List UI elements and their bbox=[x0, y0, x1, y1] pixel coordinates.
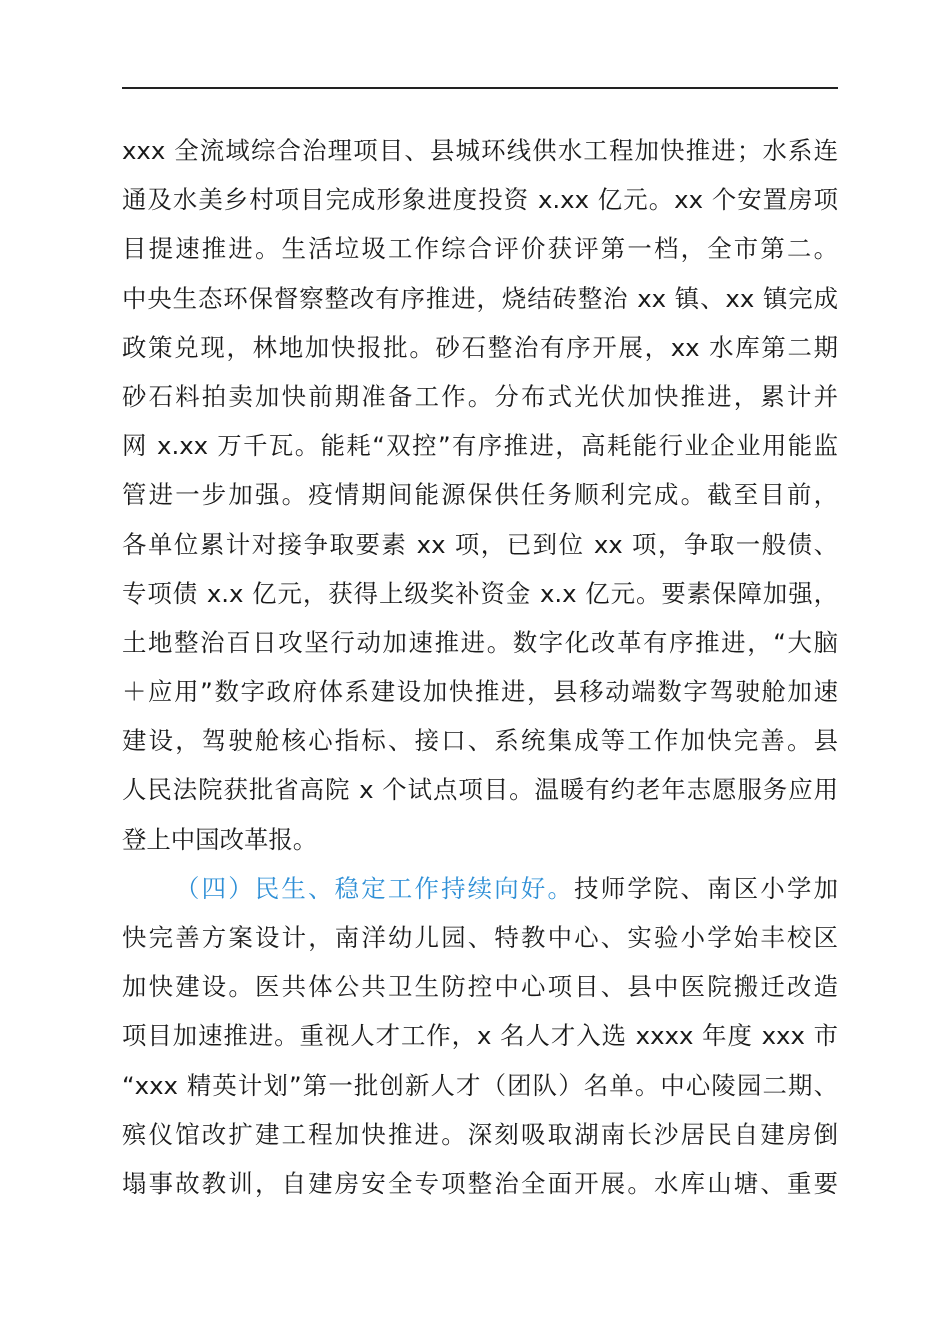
text-line: 各单位累计对接争取要素 xx 项，已到位 xx 项，争取一般债、 bbox=[122, 529, 838, 559]
text-line: 政策兑现，林地加快报批。砂石整治有序开展，xx 水库第二期 bbox=[122, 332, 838, 362]
text-line: 土地整治百日攻坚行动加速推进。数字化改革有序推进，“大脑 bbox=[122, 627, 838, 657]
paragraph-1 bbox=[122, 126, 838, 864]
text-line: 建设，驾驶舱核心指标、接口、系统集成等工作加快完善。县 bbox=[122, 726, 838, 756]
text-line: 人民法院获批省高院 x 个试点项目。温暖有约老年志愿服务应用 bbox=[122, 775, 838, 805]
text-line: 网 x.xx 万千瓦。能耗“双控”有序推进，高耗能行业企业用能监 bbox=[122, 431, 838, 461]
text-line: 项目加速推进。重视人才工作，x 名人才入选 xxxx 年度 xxx 市 bbox=[122, 1021, 838, 1051]
text-line: ＋应用”数字政府体系建设加快推进，县移动端数字驾驶舱加速 bbox=[122, 677, 838, 707]
document-body bbox=[122, 126, 838, 1208]
text-line: 目提速推进。生活垃圾工作综合评价获评第一档，全市第二。 bbox=[122, 234, 838, 264]
text-line: 中央生态环保督察整改有序推进，烧结砖整治 xx 镇、xx 镇完成 bbox=[122, 283, 838, 313]
text-line: 塌事故教训，自建房安全专项整治全面开展。水库山塘、重要 bbox=[122, 1168, 838, 1198]
text-line: 通及水美乡村项目完成形象进度投资 x.xx 亿元。xx 个安置房项 bbox=[122, 185, 838, 215]
text-line: 管进一步加强。疫情期间能源保供任务顺利完成。截至目前， bbox=[122, 480, 838, 510]
text-line: 快完善方案设计，南洋幼儿园、特教中心、实验小学始丰校区 bbox=[122, 923, 838, 952]
text-line: 殡仪馆改扩建工程加快推进。深刻吸取湖南长沙居民自建房倒 bbox=[122, 1119, 838, 1149]
text-line: “xxx 精英计划”第一批创新人才（团队）名单。中心陵园二期、 bbox=[122, 1070, 838, 1100]
heading-line-rest: 技师学院、南区小学加 bbox=[574, 873, 838, 903]
text-line: xxx 全流域综合治理项目、县城环线供水工程加快推进；水系连 bbox=[122, 136, 838, 165]
text-line bbox=[122, 864, 838, 913]
text-line: 砂石料拍卖加快前期准备工作。分布式光伏加快推进，累计并 bbox=[122, 381, 838, 411]
paragraph-2 bbox=[122, 864, 838, 1208]
text-line: 专项债 x.x 亿元，获得上级奖补资金 x.x 亿元。要素保障加强， bbox=[122, 578, 838, 608]
header-rule bbox=[122, 87, 838, 89]
text-line: 加快建设。医共体公共卫生防控中心项目、县中医院搬迁改造 bbox=[122, 972, 838, 1002]
text-line: 登上中国改革报。 bbox=[122, 824, 318, 854]
section-heading: （四）民生、稳定工作持续向好。 bbox=[175, 873, 575, 903]
